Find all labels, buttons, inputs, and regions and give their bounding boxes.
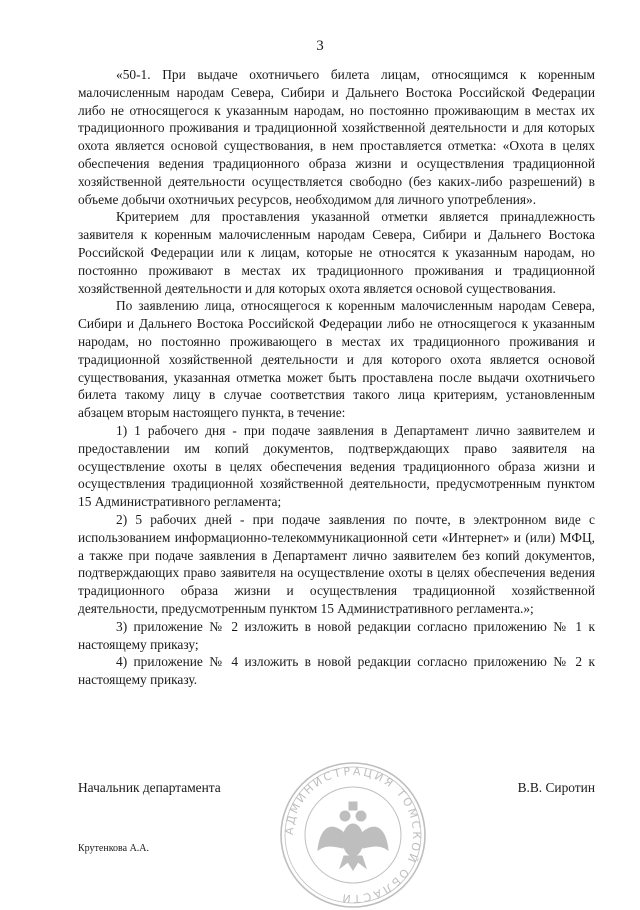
paragraph-application: По заявлению лица, относящегося к коренным малочисленным народам Севера, Сибири и Дальнего Востока Российской Федерации либо не относящегося к указанным народам, но постоянно проживающего в местах их традиционного проживания и традиционной хозяйственной деятельности и для которого охота является основой существования, указанная отметка может быть проставлена после выдачи охотничьего билета такому лицу в случае соответствия такого лица критериям, установленным абзацем вторым настоящего пункта, в течение: <box>78 298 595 421</box>
list-item-1: 1) 1 рабочего дня - при подаче заявления в Департамент лично заявителем и предоставлении им копий документов, подтверждающих право заявителя на осуществление охоты в целях обеспечения ведения традиционного образа жизни и осуществления традиционной хозяйственной деятельности, предусмотренным пунктом 15 Административного регламента; <box>78 422 595 510</box>
eagle-emblem-icon <box>318 802 388 870</box>
paragraph-criterion: Критерием для проставления указанной отметки является принадлежность заявителя к коренным малочисленным народам Севера, Сибири и Дальнего Востока Российской Федерации или к лицам, которые не относятся к указанным народам, но постоянно проживают в местах их традиционного проживания и традиционной хозяйственной деятельности и для которых охота является основой существования. <box>78 209 595 296</box>
page-number: 3 <box>316 38 324 54</box>
paragraph-50-1: «50-1. При выдаче охотничьего билета лицам, относящимся к коренным малочисленным народам Севера, Сибири и Дальнего Востока Российской Федерации либо не относящегося к указанным народам, но постоянно проживающим в местах их традиционного проживания и традиционной хозяйственной деятельности и для которых охота является основой существования, в нем проставляется отметка: «Охота в целях обеспечения ведения традиционного образа жизни и осуществления традиционной хозяйственной деятельности осуществляется свободно (без каких-либо разрешений) в объеме добычи охотничьих ресурсов, необходимом для личного употребления». <box>78 67 595 207</box>
list-item-3: 3) приложение № 2 изложить в новой редакции согласно приложению № 1 к настоящему приказу; <box>78 618 595 652</box>
executor-name: Крутенкова А.А. <box>78 843 150 854</box>
document-body <box>78 66 595 689</box>
list-item-2: 2) 5 рабочих дней - при подаче заявления по почте, в электронном виде с использованием информационно-телекоммуникационной сети «Интернет» и (или) МФЦ, а также при подаче заявления в Департамент лично заявителем без копий документов, подтверждающих право заявителя на осуществление охоты в целях обеспечения ведения традиционного образа жизни и осуществления традиционной хозяйственной деятельности, предусмотренным пунктом 15 Административного регламента.»; <box>78 511 595 616</box>
signature-position: Начальник департамента <box>78 780 221 795</box>
signature-block <box>78 780 595 796</box>
list-item-4: 4) приложение № 4 изложить в новой редакции согласно приложению № 2 к настоящему приказу. <box>78 654 595 688</box>
signature-name: В.В. Сиротин <box>517 780 595 795</box>
seal-text: АДМИНИСТРАЦИЯ ТОМСКОЙ ОБЛАСТИ <box>282 764 424 906</box>
